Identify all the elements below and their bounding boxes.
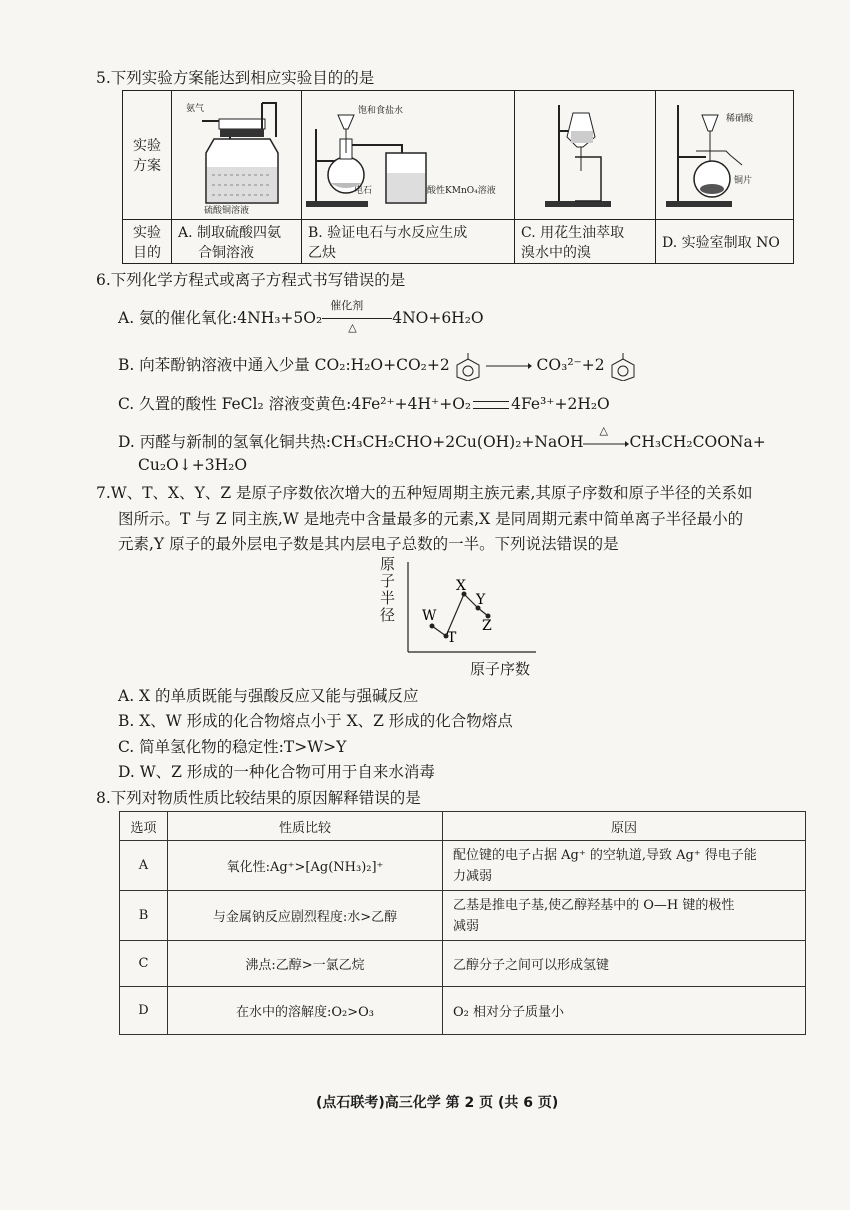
- gas-bottle-diagram: [172, 91, 301, 215]
- row-comparison: 沸点:乙醇>一氯乙烷: [168, 941, 443, 987]
- graph-xlabel: 原子序数: [470, 660, 531, 678]
- arrow-icon: [486, 360, 532, 372]
- q7-graph: [380, 556, 550, 680]
- q6-option-b: B. 向苯酚钠溶液中通入少量 CO₂:H₂O+CO₂+2 CO₃²⁻+2: [118, 351, 636, 381]
- q5-purpose-d: D. 实验室制取 NO: [656, 220, 794, 264]
- label-z: Z: [482, 618, 492, 634]
- heat-arrow-icon: [583, 438, 629, 450]
- page-footer: (点石联考)高三化学 第 2 页 (共 6 页): [316, 1095, 559, 1111]
- row-option: B: [120, 891, 168, 941]
- row-reason: 配位键的电子占据 Ag⁺ 的空轨道,导致 Ag⁺ 得电子能 力减弱: [443, 841, 806, 891]
- phenol-ring-icon: [610, 351, 636, 381]
- q5-header-scheme: 实验 方案: [123, 91, 172, 220]
- row-reason: O₂ 相对分子质量小: [443, 987, 806, 1035]
- row-reason: 乙基是推电子基,使乙醇羟基中的 O—H 键的极性 减弱: [443, 891, 806, 941]
- table-row: [120, 891, 806, 941]
- row-comparison: 在水中的溶解度:O₂>O₃: [168, 987, 443, 1035]
- q8-table: [119, 811, 806, 1035]
- q7-option-b: B. X、W 形成的化合物熔点小于 X、Z 形成的化合物熔点: [118, 712, 513, 730]
- row-option: A: [120, 841, 168, 891]
- point-w: [430, 624, 435, 629]
- label-cuso4: 硫酸铜溶液: [204, 206, 250, 215]
- table-row: [120, 941, 806, 987]
- q5-table: [122, 90, 794, 264]
- q6-option-d-line1: D. 丙醛与新制的氢氧化铜共热:CH₃CH₂CHO+2Cu(OH)₂+NaOH △ CH₃CH₂COONa+: [118, 424, 766, 451]
- row-reason: 乙醇分子之间可以形成氢键: [443, 941, 806, 987]
- header-comparison: 性质比较: [168, 812, 443, 841]
- q6-stem: 6.下列化学方程式或离子方程式书写错误的是: [96, 271, 406, 289]
- q5-apparatus-c: [515, 91, 656, 220]
- q7-option-a: A. X 的单质既能与强酸反应又能与强碱反应: [118, 687, 419, 705]
- phenoxide-ring-icon: [455, 351, 481, 381]
- header-option: 选项: [120, 812, 168, 841]
- q5-header-purpose: 实验 目的: [123, 220, 172, 264]
- radius-plot: [380, 556, 550, 656]
- label-kmno4: 酸性KMnO₄溶液: [427, 186, 496, 196]
- label-copper: 铜片: [734, 176, 753, 186]
- q7-option-d: D. W、Z 形成的一种化合物可用于自来水消毒: [118, 763, 435, 781]
- separatory-funnel-diagram: [515, 91, 655, 215]
- row-comparison: 与金属钠反应剧烈程度:水>乙醇: [168, 891, 443, 941]
- q5-purpose-c: C. 用花生油萃取 溴水中的溴: [515, 220, 656, 264]
- label-y: Y: [476, 592, 486, 608]
- q6-option-a: A. 氨的催化氧化:4NH₃+5O₂ 催化剂 △ 4NO+6H₂O: [118, 299, 484, 334]
- table-header-row: [120, 812, 806, 841]
- label-x: X: [456, 578, 466, 594]
- q5-apparatus-d: [656, 91, 794, 220]
- header-reason: 原因: [443, 812, 806, 841]
- label-t: T: [447, 630, 457, 646]
- acetylene-apparatus-diagram: [302, 91, 514, 215]
- q5-purpose-a: A. 制取硫酸四氨 合铜溶液: [172, 220, 302, 264]
- q7-line3: 元素,Y 原子的最外层电子数是其内层电子总数的一半。下列说法错误的是: [118, 535, 619, 553]
- q7-line1: 7.W、T、X、Y、Z 是原子序数依次增大的五种短周期主族元素,其原子序数和原子半径的关系如: [96, 484, 753, 502]
- row-comparison: 氧化性:Ag⁺>[Ag(NH₃)₂]⁺: [168, 841, 443, 891]
- no-generation-diagram: [656, 91, 793, 215]
- q7-line2: 图所示。T 与 Z 同主族,W 是地壳中含量最多的元素,X 是同周期元素中简单离子半径最小的: [118, 510, 744, 528]
- label-brine: 饱和食盐水: [358, 106, 404, 116]
- label-w: W: [422, 608, 437, 624]
- table-row: [120, 987, 806, 1035]
- q7-option-c: C. 简单氢化物的稳定性:T>W>Y: [118, 738, 347, 756]
- q5-apparatus-b: [302, 91, 515, 220]
- q8-stem: 8.下列对物质性质比较结果的原因解释错误的是: [96, 789, 421, 807]
- q5-purpose-b: B. 验证电石与水反应生成 乙炔: [302, 220, 515, 264]
- label-ammonia: 氨气: [186, 104, 205, 114]
- q6-option-c: C. 久置的酸性 FeCl₂ 溶液变黄色:4Fe²⁺+4H⁺+O₂ 4Fe³⁺+2H₂O: [118, 395, 610, 413]
- q5-stem: 5.下列实验方案能达到相应实验目的的是: [96, 69, 375, 87]
- row-option: D: [120, 987, 168, 1035]
- q6-option-d-line2: Cu₂O↓+3H₂O: [138, 456, 248, 474]
- graph-ylabel: 原 子 半 径: [380, 555, 396, 624]
- q5-apparatus-a: [172, 91, 302, 220]
- row-option: C: [120, 941, 168, 987]
- label-carbide: 电石: [354, 186, 373, 196]
- label-hno3: 稀硝酸: [726, 114, 754, 124]
- table-row: [120, 841, 806, 891]
